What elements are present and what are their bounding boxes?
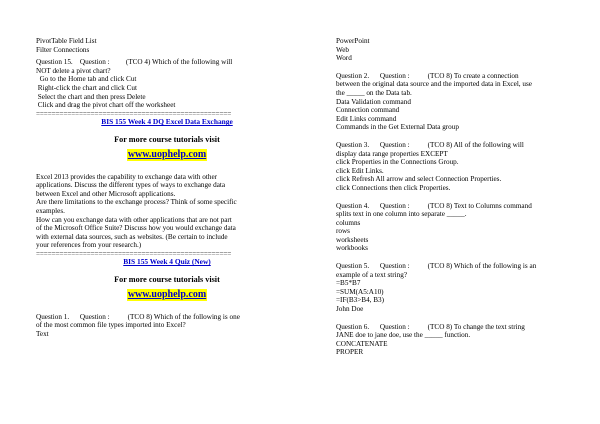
question-text: Question 5. Question : (TCO 8) Which of the following is an <box>336 262 537 271</box>
question-text: example of a text string? <box>336 270 408 279</box>
separator-line: ================================================== <box>36 109 232 118</box>
body-text: examples. <box>36 206 65 215</box>
option-text: PROPER <box>336 348 364 357</box>
left-column <box>36 37 298 338</box>
option-text: Commands in the Get External Data group <box>336 123 459 132</box>
option-text: =IF(B3>B4, B3) <box>336 296 385 305</box>
question-text: Question 6. Question : (TCO 8) To change the text string <box>336 322 525 331</box>
question-text: NOT delete a pivot chart? <box>36 66 111 75</box>
option-text: rows <box>336 227 350 236</box>
question-text: Question 4. Question : (TCO 8) Text to Columns command <box>336 201 532 210</box>
option-text: click Connections then click Properties. <box>336 183 451 192</box>
question-text: between the original data source and the imported data in Excel, use <box>336 80 532 89</box>
question-text: splits text in one column into separate _____. <box>336 210 467 219</box>
option-text: Edit Links command <box>336 114 397 123</box>
question-text: display data range properties EXCEPT <box>336 149 448 158</box>
option-text: Click and drag the pivot chart off the worksheet <box>36 101 176 110</box>
question-text: Question 1. Question : (TCO 8) Which of the following is one <box>36 312 240 321</box>
separator-line: ================================================== <box>36 249 232 258</box>
option-text: Select the chart and then press Delete <box>36 92 146 101</box>
option-text: Data Validation command <box>336 97 411 106</box>
option-text: John Doe <box>336 305 364 314</box>
option-text: click Properties in the Connections Group. <box>336 158 459 167</box>
option-text: Word <box>336 54 352 63</box>
option-text: click Refresh All arrow and select Connection Properties. <box>336 175 502 184</box>
option-text: Right-click the chart and click Cut <box>36 83 137 92</box>
body-text: with external data sources, such as websites. (Be certain to include <box>36 232 228 241</box>
visit-text: For more course tutorials visit <box>114 134 220 144</box>
body-text: your references from your research.) <box>36 241 142 250</box>
option-text: Text <box>36 329 49 338</box>
question-text: the _____ on the Data tab. <box>336 88 412 97</box>
site-link[interactable]: www.uophelp.com <box>127 148 207 160</box>
body-text: Are there limitations to the exchange process? Think of some specific <box>36 198 237 207</box>
option-text: Connection command <box>336 106 400 115</box>
site-link[interactable]: www.uophelp.com <box>127 288 207 300</box>
body-text: How can you exchange data with other applications that are not part <box>36 215 232 224</box>
body-text: Excel 2013 provides the capability to exchange data with other <box>36 172 218 181</box>
option-text: =SUM(A5:A10) <box>336 287 384 296</box>
quiz-link[interactable]: BIS 155 Week 4 Quiz (New) <box>123 257 211 267</box>
option-text: workbooks <box>336 244 368 253</box>
option-text: PivotTable Field List <box>36 37 97 45</box>
question-text: of the most common file types imported into Excel? <box>36 321 186 330</box>
option-text: worksheets <box>336 235 369 244</box>
body-text: applications. Discuss the different types of ways to exchange data <box>36 181 226 190</box>
visit-text: For more course tutorials visit <box>114 275 220 285</box>
question-text: Question 15. Question : (TCO 4) Which of the following will <box>36 58 233 67</box>
question-text: Question 2. Question : (TCO 8) To create a connection <box>336 71 519 80</box>
option-text: Web <box>336 45 349 54</box>
dq-exchange-link[interactable]: BIS 155 Week 4 DQ Excel Data Exchange <box>101 117 233 127</box>
option-text: Go to the Home tab and click Cut <box>36 75 137 84</box>
body-text: of the Microsoft Office Suite? Discuss how you would exchange data <box>36 224 236 233</box>
option-text: PowerPoint <box>336 37 370 45</box>
body-text: between Excel and other Microsoft applications. <box>36 189 176 198</box>
right-column <box>336 37 566 357</box>
option-text: CONCATENATE <box>336 339 388 348</box>
question-text: JANE doe to jane doe, use the _____ function. <box>336 331 471 340</box>
question-text: Question 3. Question : (TCO 8) All of the following will <box>336 140 524 149</box>
option-text: Filter Connections <box>36 45 90 54</box>
option-text: click Edit Links. <box>336 166 384 175</box>
option-text: =B5*B7 <box>336 279 361 288</box>
option-text: columns <box>336 218 361 227</box>
